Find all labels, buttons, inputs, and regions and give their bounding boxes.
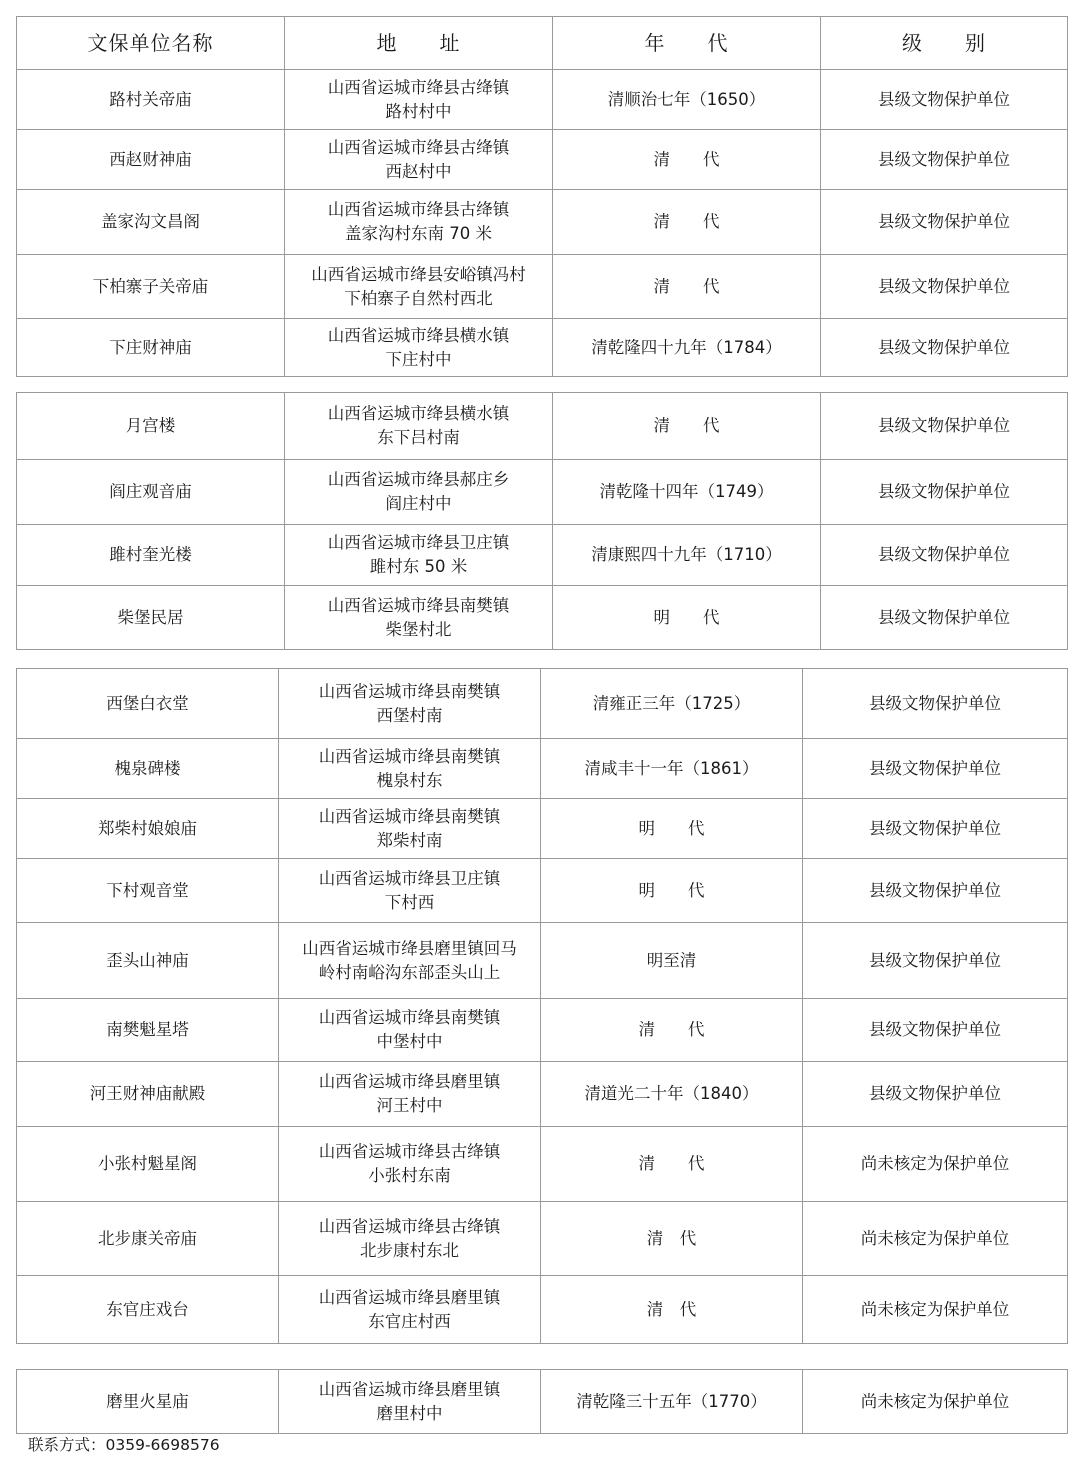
site-address [279, 799, 541, 859]
address-line: 山西省运城市绛县南樊镇 [318, 806, 501, 826]
site-name: 北步康关帝庙 [17, 1202, 279, 1276]
header-address: 地 址 [285, 17, 553, 70]
address-line: 郑柴村南 [376, 830, 443, 850]
site-level: 县级文物保护单位 [803, 859, 1068, 923]
header-level: 级 别 [821, 17, 1068, 70]
address-line: 山西省运城市绛县古绛镇 [327, 77, 510, 97]
header-name: 文保单位名称 [17, 17, 285, 70]
address-line: 路村村中 [385, 101, 452, 121]
site-era: 清 代 [553, 190, 821, 255]
address-line: 阎庄村中 [385, 494, 452, 513]
heritage-table-3 [16, 668, 1068, 1344]
address-line: 山西省运城市绛县磨里镇回马 [302, 938, 517, 958]
site-address [279, 859, 541, 923]
site-level: 县级文物保护单位 [803, 999, 1068, 1062]
site-name: 歪头山神庙 [17, 923, 279, 999]
site-level: 县级文物保护单位 [821, 130, 1068, 190]
site-era: 明至清 [541, 923, 803, 999]
table-row [17, 393, 1068, 460]
site-level: 尚未核定为保护单位 [803, 1370, 1068, 1434]
site-name: 雎村奎光楼 [17, 525, 285, 586]
site-address [285, 130, 553, 190]
site-era: 清乾隆三十五年（1770） [541, 1370, 803, 1434]
address-line: 小张村东南 [368, 1166, 451, 1185]
table-row [17, 255, 1068, 319]
site-address [285, 586, 553, 650]
site-era: 清 代 [541, 1127, 803, 1202]
address-line: 山西省运城市绛县磨里镇 [318, 1287, 501, 1307]
heritage-table-1 [16, 16, 1068, 377]
site-era: 清咸丰十一年（1861） [541, 739, 803, 799]
site-address [279, 1276, 541, 1344]
table-row [17, 1062, 1068, 1127]
site-address [285, 190, 553, 255]
site-name: 南樊魁星塔 [17, 999, 279, 1062]
address-line: 山西省运城市绛县磨里镇 [318, 1379, 501, 1399]
site-era: 明 代 [553, 586, 821, 650]
table-row [17, 319, 1068, 377]
table-row [17, 586, 1068, 650]
heritage-table-2 [16, 392, 1068, 650]
table-row [17, 1127, 1068, 1202]
address-line: 雎村东 50 米 [369, 557, 468, 576]
site-address [279, 669, 541, 739]
address-line: 柴堡村北 [385, 619, 452, 639]
site-address [279, 923, 541, 999]
address-line: 山西省运城市绛县卫庄镇 [318, 868, 501, 888]
table-row [17, 859, 1068, 923]
table-header-row [17, 17, 1068, 70]
address-line: 山西省运城市绛县古绛镇 [318, 1216, 501, 1236]
site-level: 县级文物保护单位 [821, 190, 1068, 255]
table-row [17, 1276, 1068, 1344]
address-line: 槐泉村东 [376, 770, 443, 790]
site-level: 县级文物保护单位 [821, 525, 1068, 586]
address-line: 下村西 [384, 892, 435, 912]
table-row [17, 999, 1068, 1062]
site-era: 明 代 [541, 799, 803, 859]
site-name: 西赵财神庙 [17, 130, 285, 190]
table-row [17, 525, 1068, 586]
address-line: 山西省运城市绛县南樊镇 [318, 1008, 501, 1027]
site-address [285, 460, 553, 525]
address-line: 山西省运城市绛县郝庄乡 [327, 470, 510, 489]
contact-info: 联系方式：0359-6698576 [28, 1436, 220, 1454]
table-row [17, 923, 1068, 999]
site-era: 清雍正三年（1725） [541, 669, 803, 739]
address-line: 西堡村南 [376, 705, 443, 725]
address-line: 山西省运城市绛县南樊镇 [318, 746, 501, 766]
site-address [279, 1062, 541, 1127]
site-name: 下庄财神庙 [17, 319, 285, 377]
site-address [279, 739, 541, 799]
site-address [285, 393, 553, 460]
site-name: 东官庄戏台 [17, 1276, 279, 1344]
site-name: 下村观音堂 [17, 859, 279, 923]
table-row [17, 669, 1068, 739]
address-line: 山西省运城市绛县古绛镇 [318, 1142, 501, 1161]
site-name: 下柏寨子关帝庙 [17, 255, 285, 319]
address-line: 山西省运城市绛县古绛镇 [327, 200, 510, 219]
site-name: 槐泉碑楼 [17, 739, 279, 799]
site-address [279, 1202, 541, 1276]
address-line: 西赵村中 [385, 161, 452, 181]
site-address [279, 1127, 541, 1202]
site-level: 尚未核定为保护单位 [803, 1127, 1068, 1202]
site-name: 小张村魁星阁 [17, 1127, 279, 1202]
site-level: 县级文物保护单位 [821, 319, 1068, 377]
address-line: 山西省运城市绛县磨里镇 [318, 1072, 501, 1091]
table-row [17, 1202, 1068, 1276]
site-address [285, 70, 553, 130]
address-line: 盖家沟村东南 70 米 [345, 224, 492, 243]
table-row [17, 190, 1068, 255]
site-level: 县级文物保护单位 [821, 460, 1068, 525]
site-name: 阎庄观音庙 [17, 460, 285, 525]
site-era: 明 代 [541, 859, 803, 923]
site-name: 磨里火星庙 [17, 1370, 279, 1434]
address-line: 下柏寨子自然村西北 [344, 288, 493, 308]
site-era: 清 代 [541, 999, 803, 1062]
site-era: 清顺治七年（1650） [553, 70, 821, 130]
site-name: 河王财神庙献殿 [17, 1062, 279, 1127]
address-line: 磨里村中 [376, 1403, 443, 1423]
site-level: 县级文物保护单位 [821, 70, 1068, 130]
site-address [285, 319, 553, 377]
address-line: 东官庄村西 [368, 1311, 451, 1331]
site-name: 盖家沟文昌阁 [17, 190, 285, 255]
site-name: 月宫楼 [17, 393, 285, 460]
site-era: 清道光二十年（1840） [541, 1062, 803, 1127]
site-address [285, 525, 553, 586]
site-era: 清康熙四十九年（1710） [553, 525, 821, 586]
site-address [285, 255, 553, 319]
address-line: 山西省运城市绛县古绛镇 [327, 137, 510, 157]
site-level: 县级文物保护单位 [803, 799, 1068, 859]
address-line: 东下吕村南 [377, 428, 460, 447]
address-line: 山西省运城市绛县安峪镇冯村 [311, 264, 526, 284]
site-level: 县级文物保护单位 [803, 1062, 1068, 1127]
site-level: 县级文物保护单位 [821, 255, 1068, 319]
address-line: 岭村南峪沟东部歪头山上 [318, 962, 501, 982]
site-era: 清乾隆十四年（1749） [553, 460, 821, 525]
site-name: 西堡白衣堂 [17, 669, 279, 739]
site-era: 清乾隆四十九年（1784） [553, 319, 821, 377]
address-line: 山西省运城市绛县卫庄镇 [327, 533, 510, 552]
table-row [17, 739, 1068, 799]
table-row [17, 460, 1068, 525]
table-row [17, 799, 1068, 859]
site-era: 清 代 [541, 1202, 803, 1276]
site-era: 清 代 [553, 255, 821, 319]
site-name: 郑柴村娘娘庙 [17, 799, 279, 859]
site-era: 清 代 [541, 1276, 803, 1344]
site-name: 柴堡民居 [17, 586, 285, 650]
site-level: 县级文物保护单位 [803, 923, 1068, 999]
address-line: 山西省运城市绛县横水镇 [327, 404, 510, 423]
address-line: 北步康村东北 [360, 1240, 459, 1260]
header-era: 年 代 [553, 17, 821, 70]
site-era: 清 代 [553, 130, 821, 190]
address-line: 中堡村中 [376, 1032, 443, 1051]
site-level: 尚未核定为保护单位 [803, 1202, 1068, 1276]
table-row [17, 70, 1068, 130]
site-level: 县级文物保护单位 [821, 393, 1068, 460]
site-address [279, 999, 541, 1062]
address-line: 山西省运城市绛县横水镇 [327, 325, 510, 345]
address-line: 下庄村中 [385, 349, 452, 369]
table-row [17, 1370, 1068, 1434]
site-level: 县级文物保护单位 [803, 669, 1068, 739]
address-line: 山西省运城市绛县南樊镇 [327, 595, 510, 615]
site-era: 清 代 [553, 393, 821, 460]
heritage-table-4 [16, 1369, 1068, 1434]
address-line: 河王村中 [376, 1096, 443, 1115]
table-row [17, 130, 1068, 190]
site-name: 路村关帝庙 [17, 70, 285, 130]
address-line: 山西省运城市绛县南樊镇 [318, 681, 501, 701]
site-address [279, 1370, 541, 1434]
site-level: 县级文物保护单位 [803, 739, 1068, 799]
site-level: 县级文物保护单位 [821, 586, 1068, 650]
site-level: 尚未核定为保护单位 [803, 1276, 1068, 1344]
